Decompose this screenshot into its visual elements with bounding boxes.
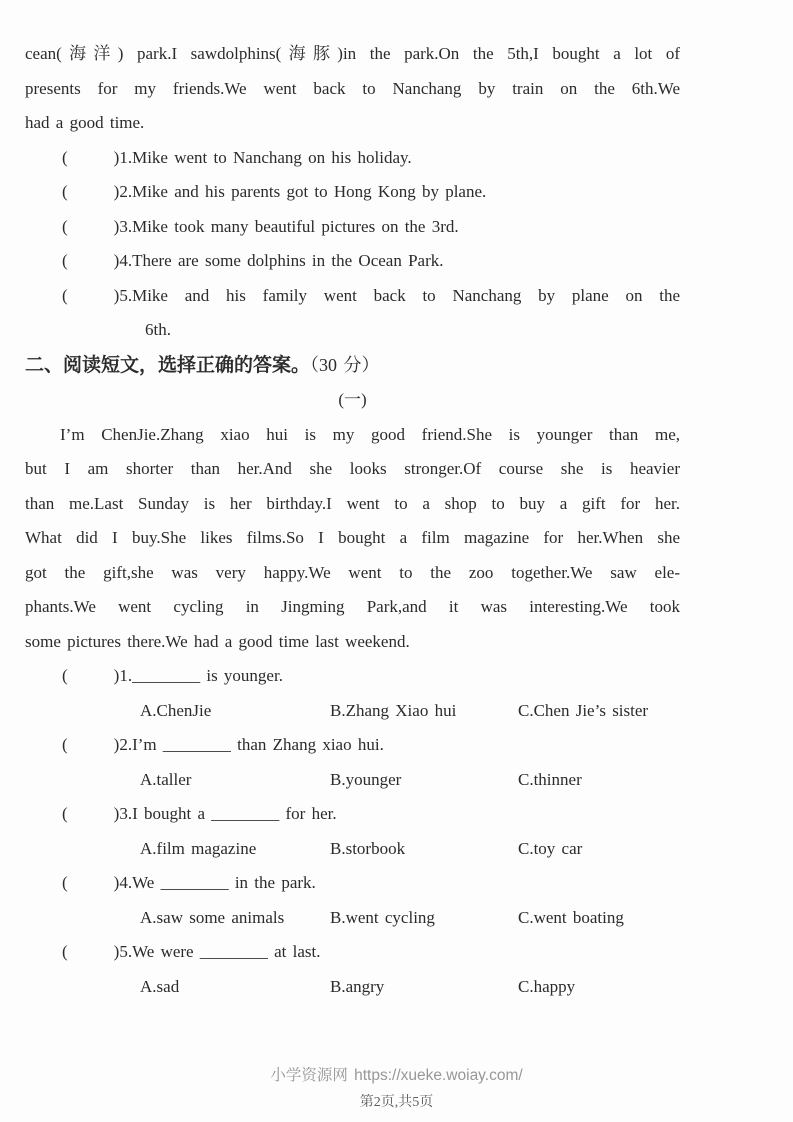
tf-question-row xyxy=(25,210,680,245)
answer-bracket-open: ( xyxy=(62,666,68,685)
answer-bracket-close: ) xyxy=(113,285,120,305)
answer-bracket-open: ( xyxy=(62,804,68,823)
passage-line: got the gift,she was very happy.We went to the zoo together.We saw ele- xyxy=(25,562,680,582)
mc-options-row xyxy=(25,970,680,1005)
answer-bracket-close: ) xyxy=(113,873,120,892)
option-c: C.thinner xyxy=(518,769,582,789)
option-c: C.Chen Jie’s sister xyxy=(518,700,649,720)
page-number: 第2页,共5页 xyxy=(359,1095,434,1110)
mc-question-text: 4.We ________ in the park. xyxy=(119,873,316,892)
passage-line: What did I buy.She likes films.So I bought a film magazine for her.When she xyxy=(25,528,680,547)
answer-bracket-close: ) xyxy=(113,735,120,754)
option-c: C.went boating xyxy=(518,907,624,927)
mc-question-stem xyxy=(25,797,680,832)
tf-question-text: 3.Mike took many beautiful pictures on the 3rd. xyxy=(119,216,459,236)
answer-bracket-open: ( xyxy=(62,182,68,201)
tf-question-row xyxy=(25,175,680,210)
option-a: A.ChenJie xyxy=(140,700,212,720)
answer-bracket-open: ( xyxy=(62,735,68,754)
option-c: C.toy car xyxy=(518,838,583,858)
page-footer xyxy=(0,1062,793,1116)
tf-question-text: 1.Mike went to Nanchang on his holiday. xyxy=(119,147,412,167)
mc-question-stem xyxy=(25,866,680,901)
answer-bracket-close: ) xyxy=(113,804,120,823)
passage-line: some pictures there.We had a good time last weekend. xyxy=(25,631,410,651)
option-a: A.sad xyxy=(140,976,180,996)
tf-question-row xyxy=(25,279,680,314)
answer-bracket-close: ) xyxy=(113,216,120,236)
option-b: B.younger xyxy=(330,769,402,789)
section-heading xyxy=(25,348,680,384)
answer-bracket-close: ) xyxy=(113,666,120,685)
option-a: A.saw some animals xyxy=(140,907,285,927)
answer-bracket-close: ) xyxy=(113,182,120,201)
intro-line: cean(海洋) park.I sawdolphins(海豚)in the park.On the 5th,I bought a lot of xyxy=(25,44,680,63)
mc-question-stem xyxy=(25,935,680,970)
passage-line: I’m ChenJie.Zhang xiao hui is my good friend.She is younger than me, xyxy=(60,424,680,444)
tf-question-continuation: 6th. xyxy=(145,320,171,339)
intro-line: had a good time. xyxy=(25,113,145,132)
answer-bracket-close: ) xyxy=(113,251,120,270)
mc-question-stem xyxy=(25,728,680,763)
intro-line: presents for my friends.We went back to Nanchang by train on the 6th.We xyxy=(25,78,680,98)
mc-options-row xyxy=(25,763,680,798)
section-heading-text: 二、阅读短文，选择正确的答案。 xyxy=(25,354,311,376)
option-b: B.went cycling xyxy=(330,907,435,927)
tf-question-text: 4.There are some dolphins in the Ocean Park. xyxy=(119,251,444,270)
option-a: A.taller xyxy=(140,769,192,789)
option-b: B.Zhang Xiao hui xyxy=(330,700,457,720)
option-c: C.happy xyxy=(518,976,576,996)
section-heading-score: （30 分） xyxy=(310,354,380,375)
tf-question-text: 5.Mike and his family went back to Nanchang by plane on the xyxy=(119,285,680,305)
tf-question-row xyxy=(25,141,680,176)
tf-question-row xyxy=(25,244,680,279)
mc-question-stem xyxy=(25,659,680,694)
option-a: A.film magazine xyxy=(140,838,257,858)
answer-bracket-open: ( xyxy=(62,216,68,236)
passage-line: but I am shorter than her.And she looks stronger.Of course she is heavier xyxy=(25,459,680,478)
tf-question-text: 2.Mike and his parents got to Hong Kong by plane. xyxy=(119,182,487,201)
answer-bracket-close: ) xyxy=(113,147,120,167)
mc-question-text: 3.I bought a ________ for her. xyxy=(119,804,337,823)
answer-bracket-open: ( xyxy=(62,147,68,167)
passage-line: than me.Last Sunday is her birthday.I went to a shop to buy a gift for her. xyxy=(25,493,680,513)
answer-bracket-close: ) xyxy=(113,942,120,961)
mc-options-row xyxy=(25,832,680,867)
mc-options-row xyxy=(25,901,680,936)
mc-question-text: 1.________ is younger. xyxy=(119,666,283,685)
answer-bracket-open: ( xyxy=(62,285,68,305)
mc-options-row xyxy=(25,694,680,729)
mc-question-text: 2.I’m ________ than Zhang xiao hui. xyxy=(119,735,384,754)
passage-subtitle: (一) xyxy=(338,390,367,409)
passage-line: phants.We went cycling in Jingming Park,and it was interesting.We took xyxy=(25,597,680,616)
option-b: B.storbook xyxy=(330,838,406,858)
answer-bracket-open: ( xyxy=(62,251,68,270)
mc-question-text: 5.We were ________ at last. xyxy=(119,942,321,961)
option-b: B.angry xyxy=(330,976,385,996)
answer-bracket-open: ( xyxy=(62,873,68,892)
answer-bracket-open: ( xyxy=(62,942,68,961)
site-watermark: 小学资源网 https://xueke.woiay.com/ xyxy=(270,1067,523,1084)
